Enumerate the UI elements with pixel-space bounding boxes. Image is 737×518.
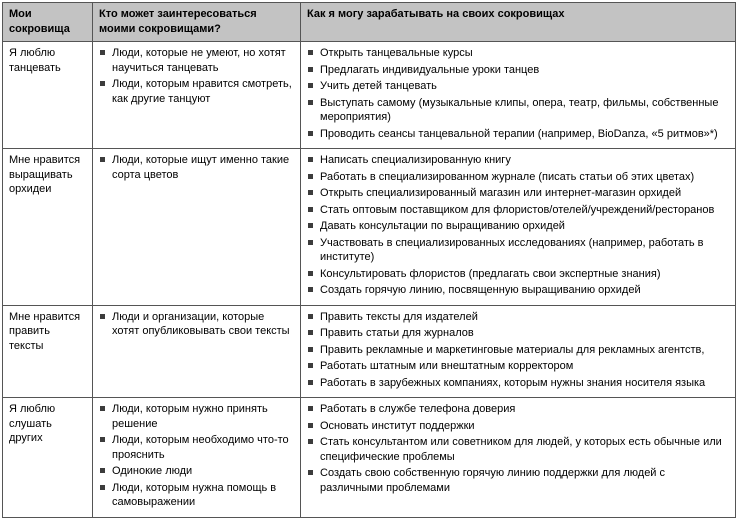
treasures-table (2, 2, 736, 518)
earn-list (307, 402, 729, 495)
list-item-text: Создать горячую линию, посвященную выращиванию орхидей (320, 284, 641, 297)
interested-list (99, 402, 294, 510)
list-item (307, 419, 729, 434)
list-item (307, 343, 729, 358)
bullet-square-icon (308, 83, 313, 88)
list-item-text: Написать специализированную книгу (320, 154, 511, 167)
bullet-square-icon (100, 81, 105, 86)
bullet-square-icon (308, 240, 313, 245)
bullet-square-icon (100, 50, 105, 55)
list-item (307, 402, 729, 417)
list-item-text: Участвовать в специализированных исследованиях (например, работать в институте) (320, 236, 704, 264)
list-item (307, 203, 729, 218)
list-item-text: Люди, которым нужно принять решение (112, 403, 268, 430)
treasure-label: Я люблю танцевать (9, 47, 61, 74)
bullet-square-icon (308, 330, 313, 335)
list-item (99, 402, 294, 431)
treasure-label: Мне нравится править тексты (9, 310, 81, 352)
treasure-label: Я люблю слушать других (9, 403, 56, 445)
list-item (99, 433, 294, 462)
list-item (307, 326, 729, 341)
bullet-square-icon (100, 437, 105, 442)
list-item-text: Работать в специализированном журнале (писать статьи об этих цветах) (320, 170, 695, 183)
header-who-interested: Кто может заинтересоваться моими сокровищами? (93, 3, 301, 42)
list-item (307, 466, 729, 495)
list-item (307, 96, 729, 125)
header-how-to-earn: Как я могу зарабатывать на своих сокровищах (301, 3, 736, 42)
list-item-text: Править статьи для журналов (320, 327, 474, 340)
interested-list (99, 153, 294, 182)
bullet-square-icon (308, 174, 313, 179)
bullet-square-icon (308, 314, 313, 319)
treasure-cell (3, 305, 93, 398)
earn-list (307, 310, 729, 391)
bullet-square-icon (308, 423, 313, 428)
bullet-square-icon (308, 380, 313, 385)
list-item (307, 359, 729, 374)
list-item-text: Основать институт поддержки (320, 419, 475, 432)
list-item-text: Люди, которые ищут именно такие сорта цветов (112, 154, 290, 181)
bullet-square-icon (308, 50, 313, 55)
header-row (3, 3, 736, 42)
list-item-text: Работать штатным или внештатным корректором (320, 360, 574, 373)
list-item-text: Создать свою собственную горячую линию поддержки для людей с различными проблемами (320, 467, 666, 494)
list-item (307, 283, 729, 298)
bullet-square-icon (308, 190, 313, 195)
interested-list (99, 310, 294, 339)
list-item (99, 153, 294, 182)
bullet-square-icon (100, 157, 105, 162)
list-item (307, 186, 729, 201)
list-item (307, 46, 729, 61)
list-item (307, 127, 729, 142)
bullet-square-icon (100, 485, 105, 490)
bullet-square-icon (100, 314, 105, 319)
list-item-text: Люди, которые не умеют, но хотят научиться танцевать (112, 47, 286, 74)
list-item (307, 310, 729, 325)
list-item (307, 153, 729, 168)
earn-cell (301, 305, 736, 398)
bullet-square-icon (308, 100, 313, 105)
bullet-square-icon (308, 439, 313, 444)
earn-cell (301, 149, 736, 306)
list-item-text: Править рекламные и маркетинговые материалы для рекламных агентств, (320, 343, 705, 356)
bullet-square-icon (308, 157, 313, 162)
table-row (3, 42, 736, 149)
list-item (307, 267, 729, 282)
list-item-text: Стать оптовым поставщиком для флористов/отелей/учреждений/ресторанов (320, 203, 715, 216)
list-item-text: Работать в зарубежных компаниях, которым нужны знания носителя языка (320, 376, 706, 389)
list-item-text: Консультировать флористов (предлагать свои экспертные знания) (320, 267, 661, 280)
treasure-label: Мне нравится выращивать орхидеи (9, 154, 81, 196)
list-item (99, 77, 294, 106)
list-item-text: Стать консультантом или советником для людей, у которых есть обычные или специфические проблемы (320, 436, 722, 463)
treasure-cell (3, 42, 93, 149)
list-item-text: Давать консультации по выращиванию орхидей (320, 220, 565, 233)
list-item-text: Выступать самому (музыкальные клипы, опера, театр, фильмы, собственные мероприятия) (320, 96, 719, 124)
list-item (307, 79, 729, 94)
bullet-square-icon (308, 363, 313, 368)
list-item (307, 435, 729, 464)
earn-cell (301, 42, 736, 149)
list-item-text: Люди, которым нужна помощь в самовыражении (112, 481, 277, 509)
earn-list (307, 153, 729, 298)
bullet-square-icon (308, 271, 313, 276)
list-item (307, 236, 729, 265)
treasure-cell (3, 149, 93, 306)
list-item-text: Люди и организации, которые хотят опубликовывать свои тексты (112, 310, 290, 338)
list-item (99, 481, 294, 510)
list-item-text: Открыть специализированный магазин или интернет-магазин орхидей (320, 187, 682, 200)
list-item-text: Открыть танцевальные курсы (320, 47, 473, 60)
table-row (3, 305, 736, 398)
list-item-text: Править тексты для издателей (320, 310, 478, 323)
bullet-square-icon (308, 347, 313, 352)
list-item (307, 219, 729, 234)
list-item-text: Одинокие люди (112, 465, 193, 478)
header-my-treasures: Мои сокровища (3, 3, 93, 42)
list-item-text: Предлагать индивидуальные уроки танцев (320, 63, 540, 76)
table-row (3, 149, 736, 306)
list-item (307, 376, 729, 391)
bullet-square-icon (308, 67, 313, 72)
list-item (99, 46, 294, 75)
interested-cell (93, 42, 301, 149)
bullet-square-icon (308, 406, 313, 411)
list-item-text: Проводить сеансы танцевальной терапии (например, BioDanza, «5 ритмов»*) (320, 127, 718, 140)
bullet-square-icon (308, 207, 313, 212)
interested-list (99, 46, 294, 106)
interested-cell (93, 149, 301, 306)
list-item (307, 170, 729, 185)
bullet-square-icon (100, 468, 105, 473)
bullet-square-icon (308, 131, 313, 136)
interested-cell (93, 305, 301, 398)
list-item-text: Учить детей танцевать (320, 80, 437, 93)
list-item-text: Люди, которым необходимо что-то прояснить (112, 434, 289, 461)
list-item (307, 63, 729, 78)
bullet-square-icon (308, 287, 313, 292)
earn-list (307, 46, 729, 141)
list-item-text: Люди, которым нравится смотреть, как другие танцуют (112, 78, 292, 105)
list-item-text: Работать в службе телефона доверия (320, 403, 516, 416)
bullet-square-icon (100, 406, 105, 411)
list-item (99, 464, 294, 479)
bullet-square-icon (308, 223, 313, 228)
list-item (99, 310, 294, 339)
bullet-square-icon (308, 470, 313, 475)
